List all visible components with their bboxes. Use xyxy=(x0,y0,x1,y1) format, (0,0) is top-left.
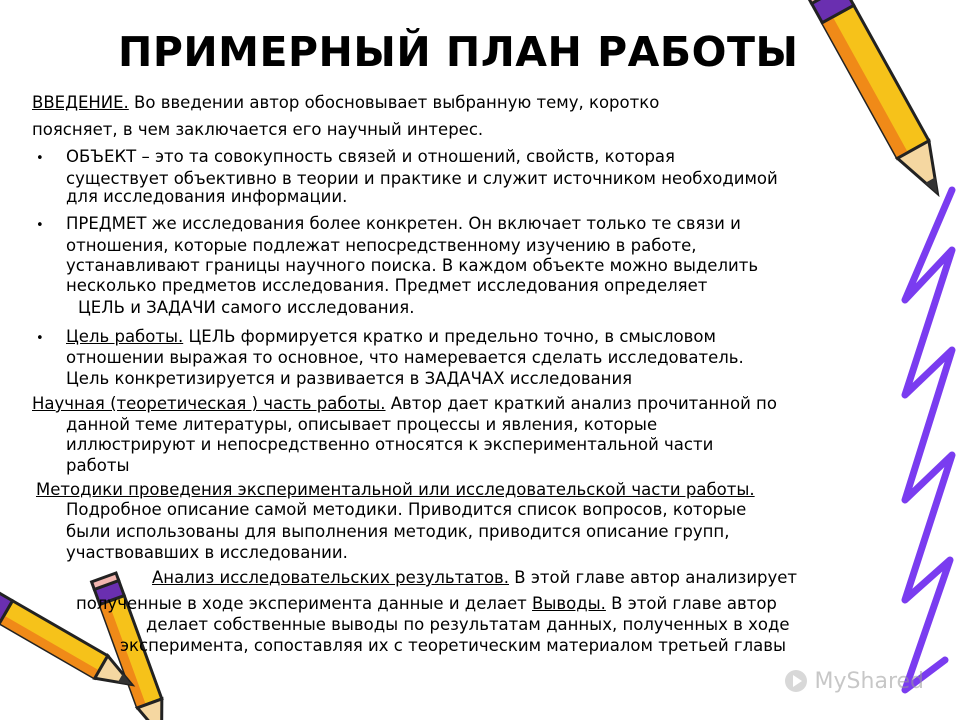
intro-heading: ВВЕДЕНИЕ. xyxy=(32,93,129,112)
analysis-text: В этой главе автор анализирует xyxy=(509,568,798,587)
subject-line-3: устанавливают границы научного поиска. В каждом объекте можно выделить xyxy=(66,256,759,275)
theory-line-4: работы xyxy=(66,456,130,475)
object-line-2: существует объективно в теории и практике и служит источником необходимой xyxy=(66,169,778,188)
conclusions-heading: Выводы. xyxy=(532,594,606,613)
methods-line-1 xyxy=(36,482,755,499)
page-title: ПРИМЕРНЫЙ ПЛАН РАБОТЫ xyxy=(118,28,799,76)
subject-line-5: ЦЕЛЬ и ЗАДАЧИ самого исследования. xyxy=(78,298,415,317)
goal-line-3: Цель конкретизируется и развивается в ЗАДАЧАХ исследования xyxy=(66,369,633,388)
subject-line-1: ПРЕДМЕТ же исследования более конкретен. Он включает только те связи и xyxy=(66,214,741,233)
analysis-text-2: полученные в ходе эксперимента данные и делает xyxy=(76,594,533,613)
conclusions-text: В этой главе автор xyxy=(605,594,777,613)
pencil-top-right-icon xyxy=(806,0,953,202)
analysis-line-2 xyxy=(76,596,777,613)
analysis-line-4: эксперимента, сопоставляя их с теоретическим материалом третьей главы xyxy=(120,636,786,655)
watermark-logo-icon xyxy=(783,668,809,694)
object-line-3: для исследования информации. xyxy=(66,187,348,206)
bullet-subject: • xyxy=(36,218,44,233)
analysis-line-3: делает собственные выводы по результатам данных, полученных в ходе xyxy=(146,615,790,634)
watermark-text: MyShared xyxy=(814,668,924,694)
methods-heading: Методики проведения экспериментальной или исследовательской части работы. xyxy=(36,480,755,499)
goal-text: ЦЕЛЬ формируется кратко и предельно точно, в смысловом xyxy=(183,327,716,346)
analysis-heading: Анализ исследовательских результатов. xyxy=(152,568,510,587)
theory-line-2: данной теме литературы, описывает процессы и явления, которые xyxy=(66,415,658,434)
theory-heading: Научная (теоретическая ) часть работы. xyxy=(32,394,386,413)
methods-line-4: участвовавших в исследовании. xyxy=(66,543,348,562)
subject-line-2: отношения, которые подлежат непосредственному изучению в работе, xyxy=(66,236,697,255)
theory-line-3: иллюстрируют и непосредственно относятся к экспериментальной части xyxy=(66,435,714,454)
intro-text: Во введении автор обосновывает выбранную тему, коротко xyxy=(128,93,660,112)
intro-line-2: поясняет, в чем заключается его научный интерес. xyxy=(32,120,484,139)
theory-line-1 xyxy=(32,396,777,413)
watermark xyxy=(783,668,924,694)
intro-line-1 xyxy=(32,95,659,112)
methods-line-3: были использованы для выполнения методик, приводится описание групп, xyxy=(66,522,730,541)
subject-line-4: несколько предметов исследования. Предмет исследования определяет xyxy=(66,276,708,295)
goal-line-1 xyxy=(66,329,716,346)
bullet-goal: • xyxy=(36,331,44,346)
purple-scribble xyxy=(905,190,952,690)
goal-line-2: отношении выражая то основное, что намеревается сделать исследователь. xyxy=(66,348,744,367)
analysis-line-1 xyxy=(152,570,797,587)
methods-line-2: Подробное описание самой методики. Приводится список вопросов, которые xyxy=(66,500,747,519)
goal-heading: Цель работы. xyxy=(66,327,184,346)
object-line-1: ОБЪЕКТ – это та совокупность связей и отношений, свойств, которая xyxy=(66,147,675,166)
theory-text: Автор дает краткий анализ прочитанной по xyxy=(385,394,777,413)
bullet-object: • xyxy=(36,151,44,166)
